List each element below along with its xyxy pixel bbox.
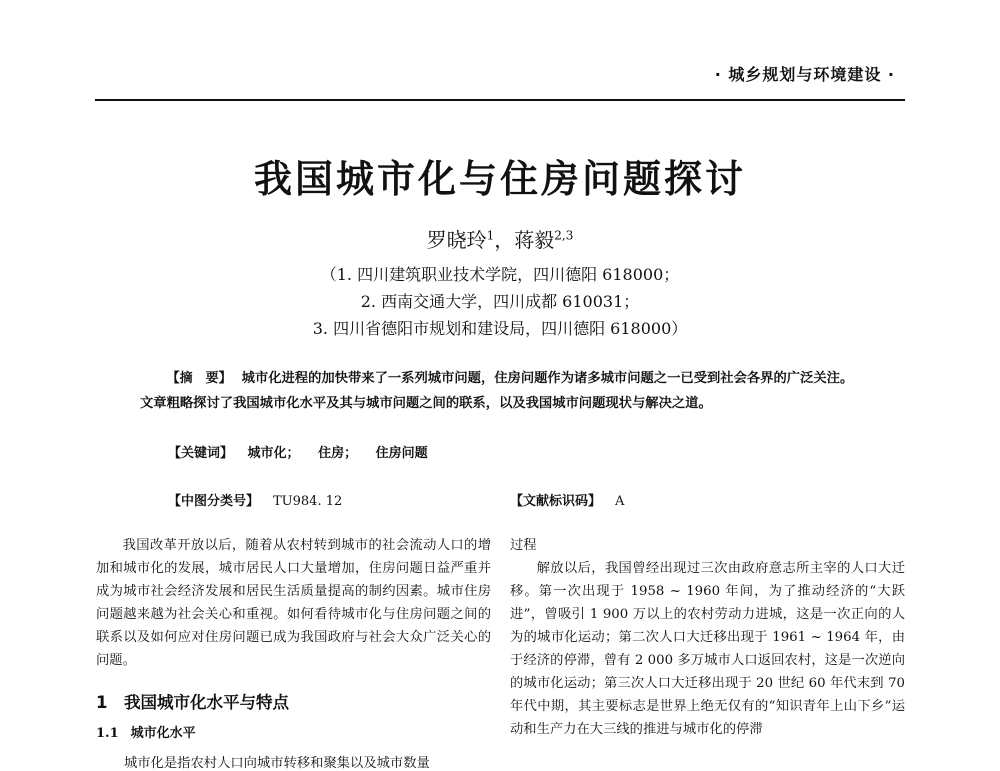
doc-code-label: 【文献标识码】 [510,494,602,509]
keywords [168,442,442,461]
left-column [96,534,491,672]
keyword-item: 住房； [318,446,358,461]
continued-text: 过程 [510,538,537,553]
subsection-title: 城市化水平 [130,726,196,741]
author-name: 蒋毅 [514,228,555,252]
affiliation-2: 2. 西南交通大学，四川成都 610031； [360,292,640,311]
clc-label: 【中图分类号】 [168,494,260,509]
author-affil-mark: 2,3 [554,228,574,243]
right-column [510,534,905,741]
doc-code-value: A [615,494,625,509]
affiliation-1: （1. 四川建筑职业技术学院，四川德阳 618000； [320,265,680,284]
cut-off-line: 城市化是指农村人口向城市转移和聚集以及城市数量 [124,756,430,771]
keyword-item: 住房问题 [375,446,428,461]
author-name: 罗晓玲 [426,228,487,252]
abstract-label: 【摘 要】 [166,371,232,386]
subsection-heading [96,722,196,741]
keywords-label: 【关键词】 [168,446,234,461]
paper-title: 我国城市化与住房问题探讨 [253,157,746,201]
clc-number [168,490,342,509]
author-separator: ， [494,228,515,252]
abstract-text: 城市化进程的加快带来了一系列城市问题，住房问题作为诸多城市问题之一已受到社会各界的广泛关注。文章粗略探讨了我国城市化水平及其与城市问题之间的联系，以及我国城市问题现状与解决之道。 [140,371,854,411]
affiliation-3: 3. 四川省德阳市规划和建设局，四川德阳 618000） [312,319,688,338]
header-rule [95,99,905,101]
author-affil-mark: 1 [486,228,495,243]
document-code [510,490,624,509]
intro-paragraph: 我国改革开放以后，随着从农村转到城市的社会流动人口的增加和城市化的发展，城市居民人口大量增加，住房问题日益严重并成为城市社会经济发展和居民生活质量提高的制约因素。城市住房问题越来越为社会关心和重视。如何看待城市化与住房问题之间的联系以及如何应对住房问题已成为我国政府与社会大众广泛关心的问题。 [96,538,491,668]
abstract [140,366,860,416]
keyword-item: 城市化； [247,446,300,461]
clc-value: TU984. 12 [273,494,343,509]
author-line [0,224,1000,253]
body-paragraph: 解放以后，我国曾经出现过三次由政府意志所主宰的人口大迁移。第一次出现于 1958 ~ 1960 年间，为了推动经济的“大跃进”，曾吸引 1 900 万以上的农村劳动力进城，这是一次正向的人为的城市化运动；第二次人口大迁移出现于 1961 ~ 1964 年，由于经济的停滞，曾有 2 000 多万城市人口返回农村，这是一次逆向的城市化运动；第三次人口大迁移出现于 20 世纪 60 年代末到 70 年代中期，其主要标志是世界上绝无仅有的“知识青年上山下乡”运动和生产力在大三线的推进与城市化的停滞 [510,561,905,737]
subsection-number: 1.1 [96,726,119,741]
section-heading: 1 我国城市化水平与特点 [96,693,289,712]
running-header: · 城乡规划与环境建设 · [714,65,895,84]
